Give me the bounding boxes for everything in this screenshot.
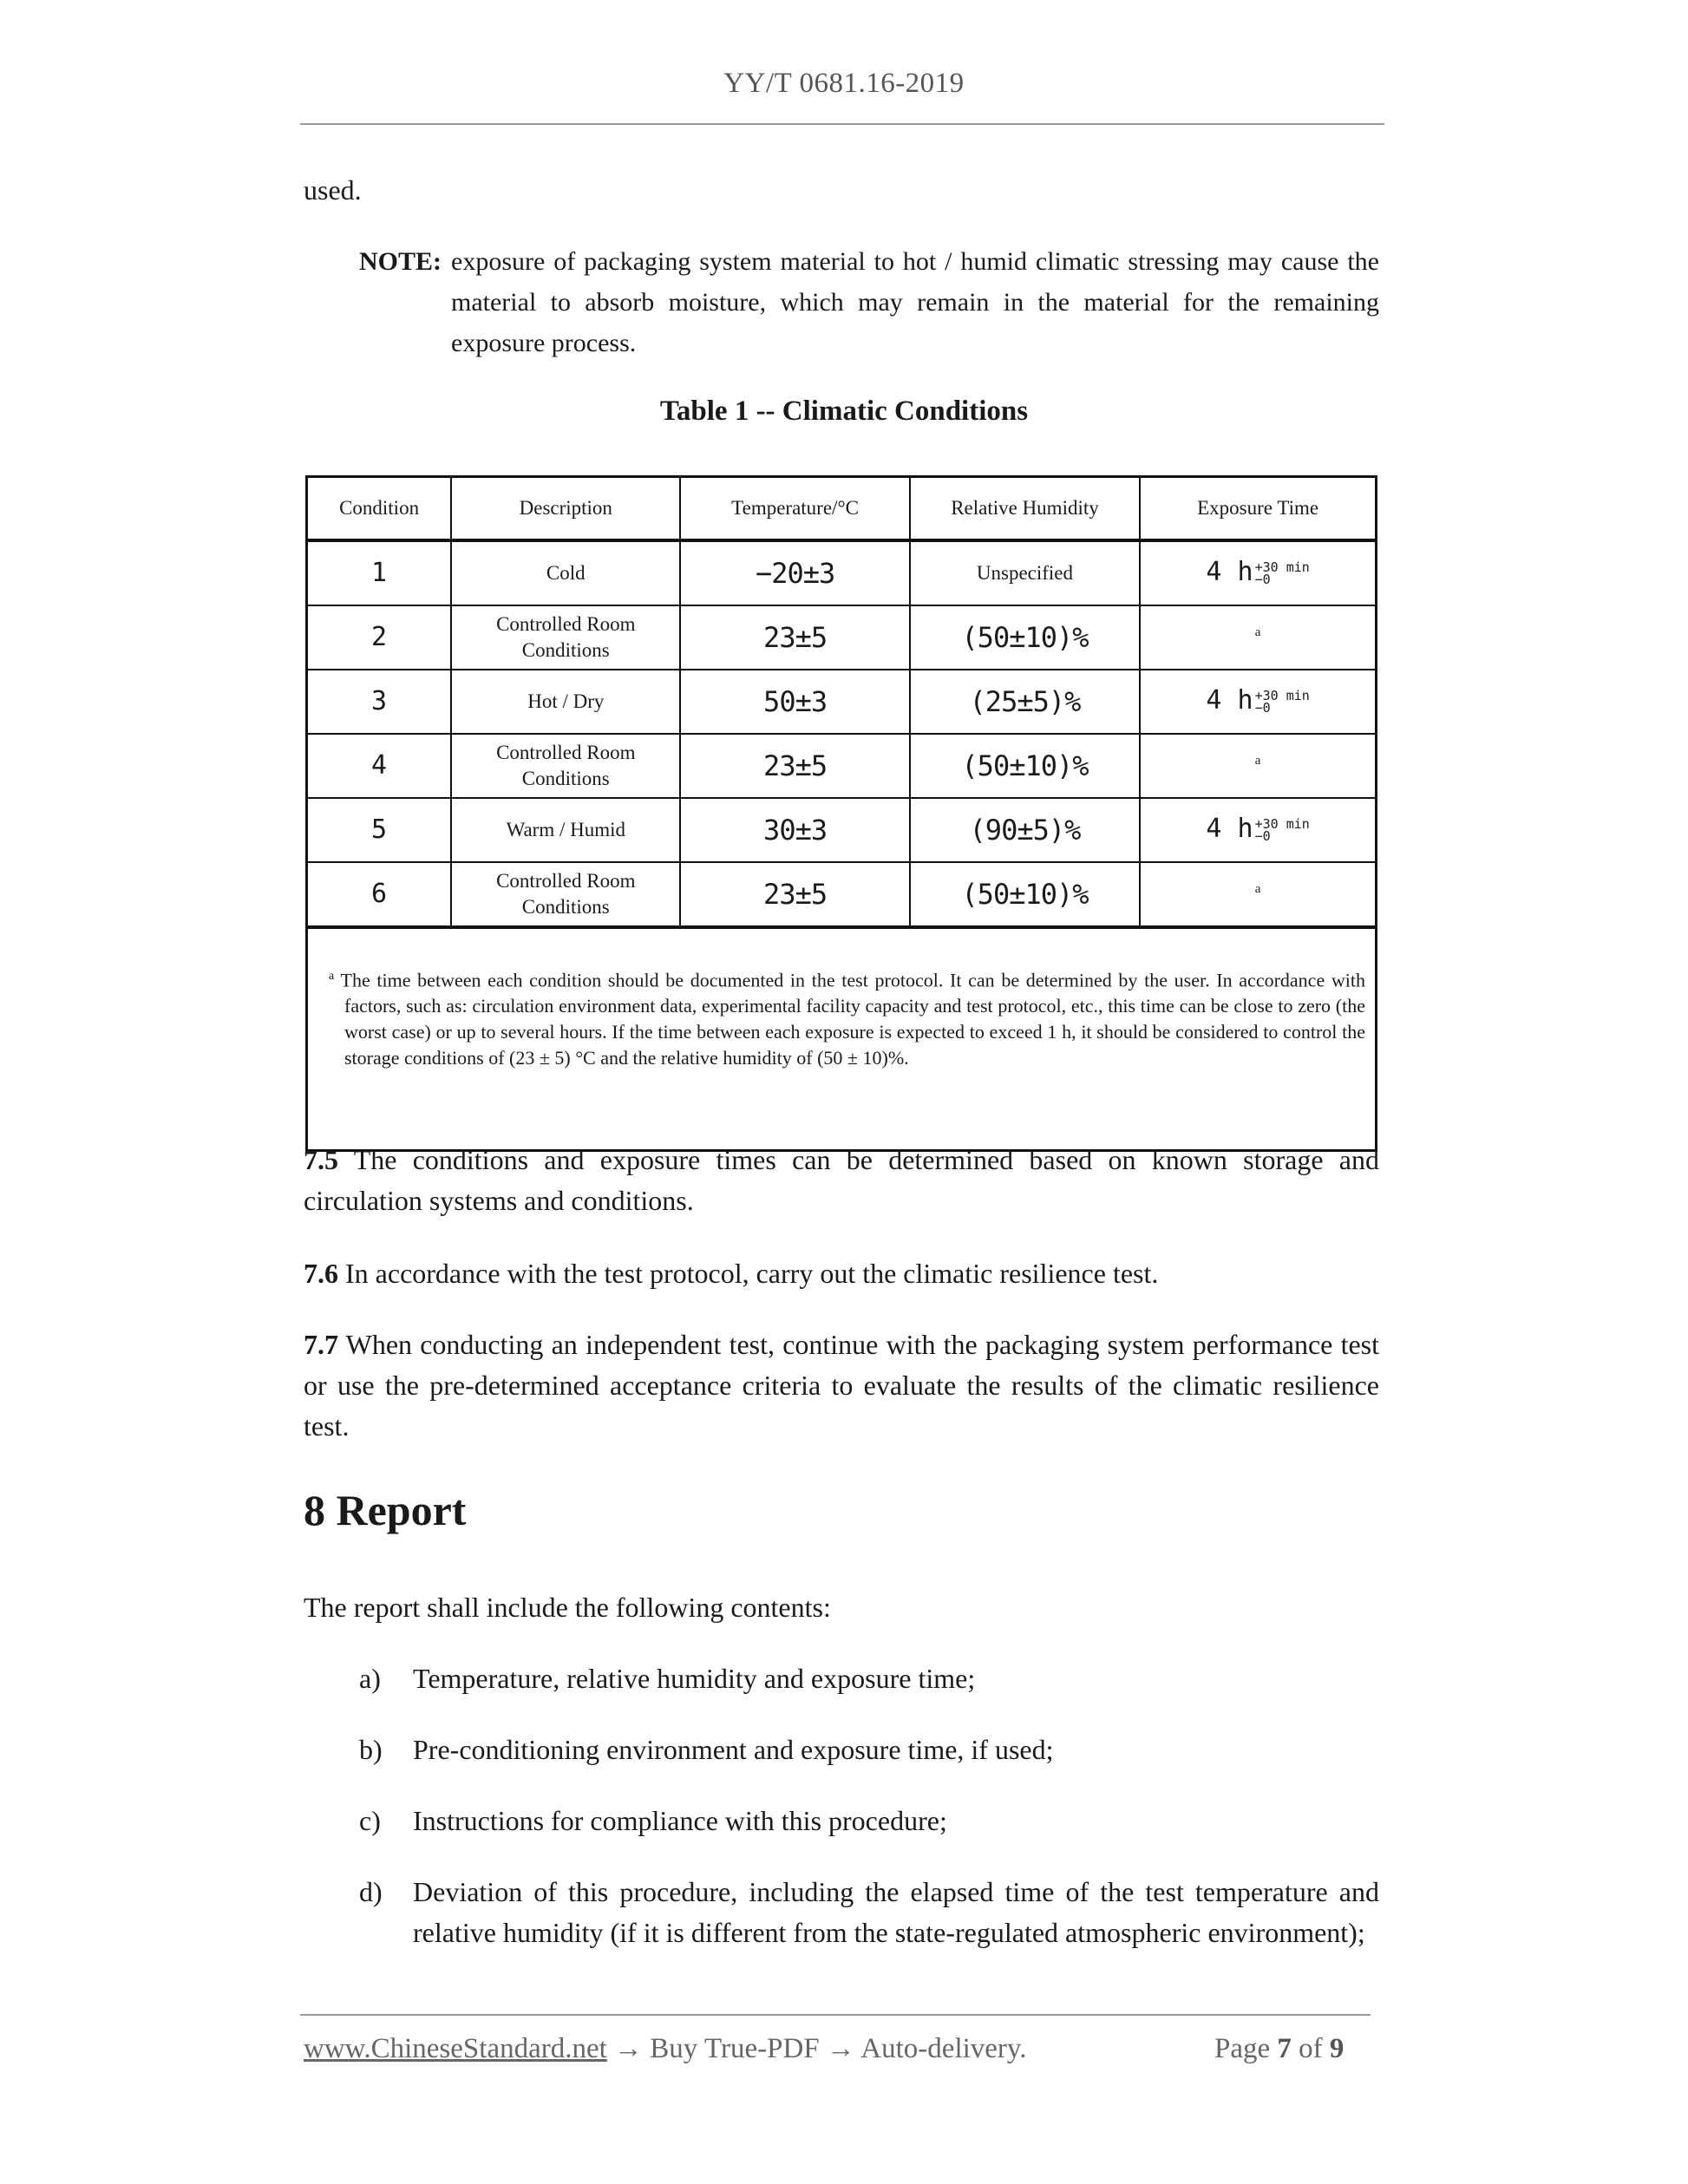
list-text: Pre-conditioning environment and exposure time, if used; [413, 1734, 1054, 1765]
site-link[interactable]: www.ChineseStandard.net [304, 2033, 607, 2064]
cell-condition: 4 [307, 734, 452, 798]
header-divider [300, 123, 1384, 125]
cell-humidity: (50±10)% [910, 862, 1140, 927]
list-text: Instructions for compliance with this procedure; [413, 1805, 947, 1836]
intro-text: used. [304, 174, 362, 206]
cell-condition: 3 [307, 670, 452, 734]
clause-number: 7.5 [304, 1144, 338, 1175]
footnote-ref: a [1254, 881, 1261, 896]
table-row [307, 540, 1377, 605]
exposure-minus: −0 [1254, 571, 1271, 587]
table-row [307, 798, 1377, 862]
list-item [359, 1730, 1379, 1770]
table-row [307, 670, 1377, 734]
footer-tagline: → Buy True-PDF → Auto-delivery. [606, 2033, 1027, 2064]
exposure-minus: −0 [1254, 699, 1271, 716]
note-label: NOTE: [359, 247, 442, 276]
cell-exposure-time [1140, 540, 1376, 605]
cell-condition: 6 [307, 862, 452, 927]
cell-temperature: 23±5 [680, 605, 909, 670]
table-footnote [307, 927, 1377, 1151]
exposure-main: 4 h [1206, 814, 1253, 844]
list-item [359, 1658, 1379, 1699]
cell-description: Hot / Dry [451, 670, 680, 734]
note-text: exposure of packaging system material to hot / humid climatic stressing may cause the material to absorb moisture, which may remain in the material for the remaining exposure process. [451, 247, 1379, 357]
cell-description: Controlled Room Conditions [451, 862, 680, 927]
header-exposure-time: Exposure Time [1140, 477, 1376, 541]
exposure-minus: −0 [1254, 827, 1271, 844]
cell-exposure-time [1140, 670, 1376, 734]
cell-humidity: (50±10)% [910, 734, 1140, 798]
footnote-ref: a [1254, 753, 1261, 768]
exposure-plus: +30 min [1254, 815, 1310, 832]
exposure-plus: +30 min [1254, 687, 1310, 703]
list-text: Temperature, relative humidity and exposure time; [413, 1663, 976, 1694]
header-condition: Condition [307, 477, 452, 541]
table-row [307, 862, 1377, 927]
table-header-row [307, 477, 1377, 541]
table-row [307, 734, 1377, 798]
header-humidity: Relative Humidity [910, 477, 1140, 541]
list-letter: a) [359, 1663, 381, 1694]
exposure-main: 4 h [1206, 557, 1253, 587]
cell-temperature: 50±3 [680, 670, 909, 734]
list-letter: d) [359, 1876, 383, 1907]
header-temperature: Temperature/°C [680, 477, 909, 541]
section-intro: The report shall include the following contents: [304, 1592, 831, 1623]
list-item [359, 1872, 1379, 1953]
footnote-ref: a [1254, 624, 1261, 639]
footer-divider [300, 2014, 1371, 2016]
clause-7-6 [304, 1253, 1379, 1294]
cell-condition: 1 [307, 540, 452, 605]
list-letter: c) [359, 1805, 381, 1836]
of-word: of [1299, 2033, 1323, 2064]
note-block [359, 241, 1379, 363]
exposure-main: 4 h [1206, 685, 1253, 716]
page-indicator [1214, 2033, 1344, 2065]
table-footnote-row [307, 927, 1377, 1151]
page-total: 9 [1329, 2033, 1345, 2064]
table-row [307, 605, 1377, 670]
footer-promo [304, 2033, 1027, 2065]
list-letter: b) [359, 1734, 383, 1765]
cell-description: Controlled Room Conditions [451, 734, 680, 798]
clause-text: In accordance with the test protocol, carry out the climatic resilience test. [345, 1258, 1159, 1289]
cell-humidity: Unspecified [910, 540, 1140, 605]
footnote-text: The time between each condition should be documented in the test protocol. It can be determined by the user. In accordance with factors, such as: circulation environment data, experimental facility capacity and test protocol, etc., this time can be close to zero (the worst case) or up to several hours. If the time between each exposure is expected to exceed 1 h, it should be considered to control the storage conditions of (23 ± 5) °C and the relative humidity of (50 ± 10)%. [340, 969, 1365, 1069]
cell-temperature: 23±5 [680, 734, 909, 798]
cell-description: Controlled Room Conditions [451, 605, 680, 670]
cell-condition: 2 [307, 605, 452, 670]
cell-exposure-time [1140, 862, 1376, 927]
page-word: Page [1214, 2033, 1271, 2064]
table-caption: Table 1 -- Climatic Conditions [659, 396, 1029, 427]
header-description: Description [451, 477, 680, 541]
document-id-header: YY/T 0681.16-2019 [723, 68, 965, 99]
cell-exposure-time [1140, 798, 1376, 862]
exposure-plus: +30 min [1254, 559, 1310, 575]
cell-condition: 5 [307, 798, 452, 862]
clause-number: 7.6 [304, 1258, 338, 1289]
cell-humidity: (25±5)% [910, 670, 1140, 734]
cell-humidity: (90±5)% [910, 798, 1140, 862]
cell-description: Cold [451, 540, 680, 605]
cell-temperature: 23±5 [680, 862, 909, 927]
section-heading: 8 Report [304, 1486, 467, 1534]
cell-exposure-time [1140, 605, 1376, 670]
clause-7-5 [304, 1140, 1379, 1221]
clause-number: 7.7 [304, 1329, 338, 1360]
footnote-mark: a [329, 970, 335, 983]
cell-temperature: −20±3 [680, 540, 909, 605]
cell-exposure-time [1140, 734, 1376, 798]
page-number: 7 [1277, 2033, 1292, 2064]
clause-text: The conditions and exposure times can be determined based on known storage and circulation systems and conditions. [304, 1144, 1380, 1216]
cell-temperature: 30±3 [680, 798, 909, 862]
clause-text: When conducting an independent test, continue with the packaging system performance test or use the pre-determined acceptance criteria to evaluate the results of the climatic resilience test. [304, 1329, 1380, 1442]
cell-description: Warm / Humid [451, 798, 680, 862]
list-item [359, 1801, 1379, 1841]
climatic-conditions-table [305, 475, 1377, 1152]
cell-humidity: (50±10)% [910, 605, 1140, 670]
clause-7-7 [304, 1324, 1379, 1447]
list-text: Deviation of this procedure, including the elapsed time of the test temperature and relative humidity (if it is different from the state-regulated atmospheric environment); [413, 1876, 1379, 1948]
